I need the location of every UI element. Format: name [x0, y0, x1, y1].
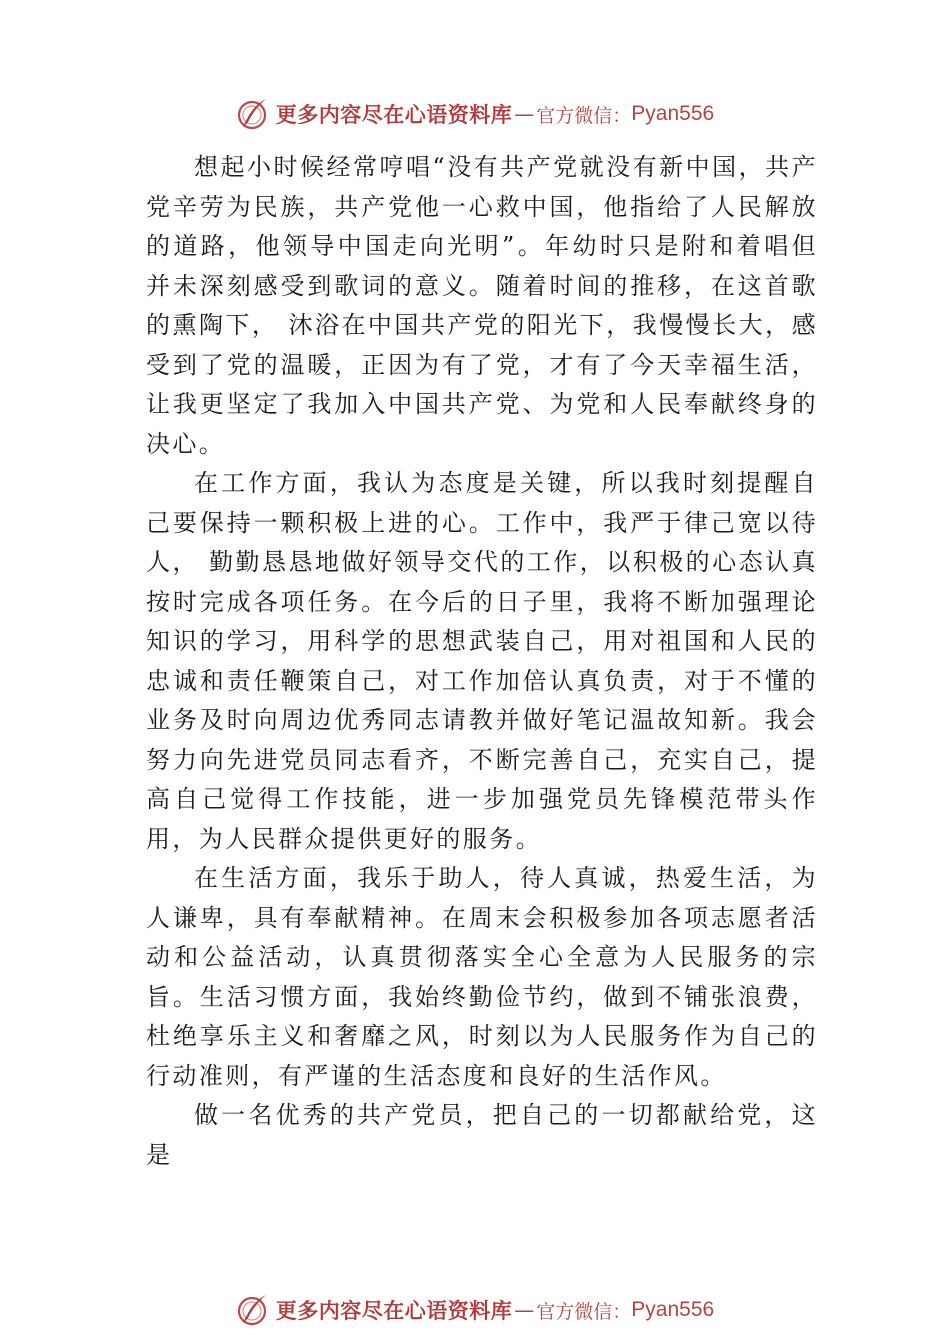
quill-pen-logo-icon	[236, 1293, 270, 1327]
footer-dash: —	[514, 1298, 535, 1322]
header-wechat-label: 官方微信：	[536, 104, 632, 127]
footer-brand-text: 更多内容尽在心语资料库	[275, 1298, 513, 1323]
header-brand-text: 更多内容尽在心语资料库	[275, 102, 513, 127]
paragraph-3: 在生活方面，我乐于助人，待人真诚，热爱生活，为人谦卑，具有奉献精神。在周末会积极参加各项志愿者活动和公益活动，认真贯彻落实全心全意为人民服务的宗旨。生活习惯方面，我始终勤俭节约，做到不铺张浪费，杜绝享乐主义和奢靡之风，时刻以为人民服务作为自己的行动准则，有严谨的生活态度和良好的生活作风。	[146, 864, 818, 1090]
paragraph-2: 在工作方面，我认为态度是关键，所以我时刻提醒自己要保持一颗积极上进的心。工作中，我严于律己宽以待人， 勤勤恳恳地做好领导交代的工作，以积极的心态认真按时完成各项任务。在今后的日子里，我将不断加强理论知识的学习，用科学的思想武装自己，用对祖国和人民的忠诚和责任鞭策自己，对工作加倍认真负责，对于不懂的业务及时向周边优秀同志请教并做好笔记温故知新。我会努力向先进党员同志看齐，不断完善自己，充实自己，提高自己觉得工作技能，进一步加强党员先锋模范带头作用，为人民群众提供更好的服务。	[146, 469, 818, 853]
quill-pen-logo-icon	[236, 97, 270, 131]
header-banner	[0, 94, 950, 134]
footer-wechat-id: Pyan556	[631, 1298, 715, 1321]
header-wechat-id: Pyan556	[631, 102, 715, 125]
paragraph-4: 做一名优秀的共产党员，把自己的一切都献给党，这是	[146, 1101, 818, 1169]
document-body	[146, 148, 818, 1175]
footer-banner	[0, 1290, 950, 1330]
footer-wechat-label: 官方微信：	[536, 1300, 632, 1323]
header-dash: —	[514, 102, 535, 126]
paragraph-1: 想起小时候经常哼唱“没有共产党就没有新中国，共产党辛劳为民族，共产党他一心救中国，他指给了人民解放的道路，他领导中国走向光明”。年幼时只是附和着唱但并未深刻感受到歌词的意义。随着时间的推移，在这首歌的熏陶下， 沐浴在中国共产党的阳光下，我慢慢长大，感受到了党的温暖，正因为有了党，才有了今天幸福生活，让我更坚定了我加入中国共产党、为党和人民奉献终身的决心。	[146, 153, 818, 458]
